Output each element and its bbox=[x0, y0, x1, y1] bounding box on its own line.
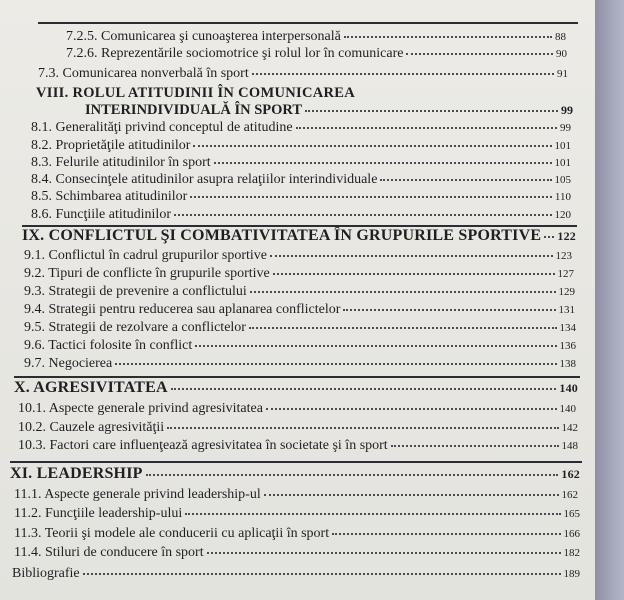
background-edge bbox=[595, 0, 624, 600]
toc-entry: 9.1. Conflictul în cadrul grupurilor sportive 123 bbox=[24, 248, 572, 263]
toc-entry: 7.2.6. Reprezentările sociomotrice şi rolul lor în comunicare 90 bbox=[66, 46, 567, 61]
toc-entry: 8.6. Funcţiile atitudinilor 120 bbox=[31, 207, 571, 222]
toc-entry: 8.1. Generalităţi privind conceptul de atitudine 99 bbox=[31, 120, 571, 135]
toc-entry: 8.5. Schimbarea atitudinilor 110 bbox=[31, 189, 571, 204]
chapter-entry: IX. CONFLICTUL ŞI COMBATIVITATEA ÎN GRUPURILE SPORTIVE 122 bbox=[22, 227, 576, 244]
chapter-title: VIII. ROLUL ATITUDINII ÎN COMUNICAREA bbox=[36, 85, 356, 101]
toc-entry: 8.3. Felurile atitudinilor în sport 101 bbox=[31, 155, 571, 170]
toc-entry: 9.3. Strategii de prevenire a conflictului 129 bbox=[24, 284, 575, 299]
toc-entry: 7.2.5. Comunicarea şi cunoaşterea interpersonală 88 bbox=[66, 29, 566, 44]
toc-entry: 10.3. Factori care influenţează agresivitatea în societate şi în sport 148 bbox=[18, 438, 578, 453]
toc-entry: 11.2. Funcţiile leadership-ului 165 bbox=[14, 506, 580, 521]
toc-entry: 8.2. Proprietăţile atitudinilor 101 bbox=[31, 138, 571, 153]
toc-entry: 9.2. Tipuri de conflicte în grupurile sportive 127 bbox=[24, 266, 574, 281]
toc-entry: 11.4. Stiluri de conducere în sport 182 bbox=[14, 545, 580, 560]
toc-entry: 9.4. Strategii pentru reducerea sau aplanarea conflictelor 131 bbox=[24, 302, 575, 317]
section-rule bbox=[10, 461, 582, 463]
toc-entry: 8.4. Consecinţele atitudinilor asupra relaţiilor interindividuale 105 bbox=[31, 172, 571, 187]
toc-entry: 10.1. Aspecte generale privind agresivitatea 140 bbox=[18, 401, 576, 416]
toc-entry: 9.7. Negocierea 138 bbox=[24, 356, 576, 371]
toc-entry: 10.2. Cauzele agresivităţii 142 bbox=[18, 420, 578, 435]
toc-entry: 11.3. Teorii şi modele ale conducerii cu aplicaţii în sport 166 bbox=[14, 526, 580, 541]
chapter-entry: X. AGRESIVITATEA 140 bbox=[14, 379, 578, 396]
bibliography-entry: Bibliografie 189 bbox=[12, 566, 580, 581]
section-rule bbox=[14, 376, 580, 378]
toc-entry: 7.3. Comunicarea nonverbală în sport 91 bbox=[38, 66, 568, 81]
section-rule bbox=[38, 22, 578, 24]
toc-entry: 9.5. Strategii de rezolvare a conflictelor 134 bbox=[24, 320, 576, 335]
chapter-entry: INTERINDIVIDUALĂ ÎN SPORT 99 bbox=[85, 102, 573, 118]
toc-entry: 9.6. Tactici folosite în conflict 136 bbox=[24, 338, 576, 353]
toc-entry: 11.1. Aspecte generale privind leadership-ul 162 bbox=[14, 487, 578, 502]
chapter-entry: XI. LEADERSHIP 162 bbox=[10, 465, 580, 482]
